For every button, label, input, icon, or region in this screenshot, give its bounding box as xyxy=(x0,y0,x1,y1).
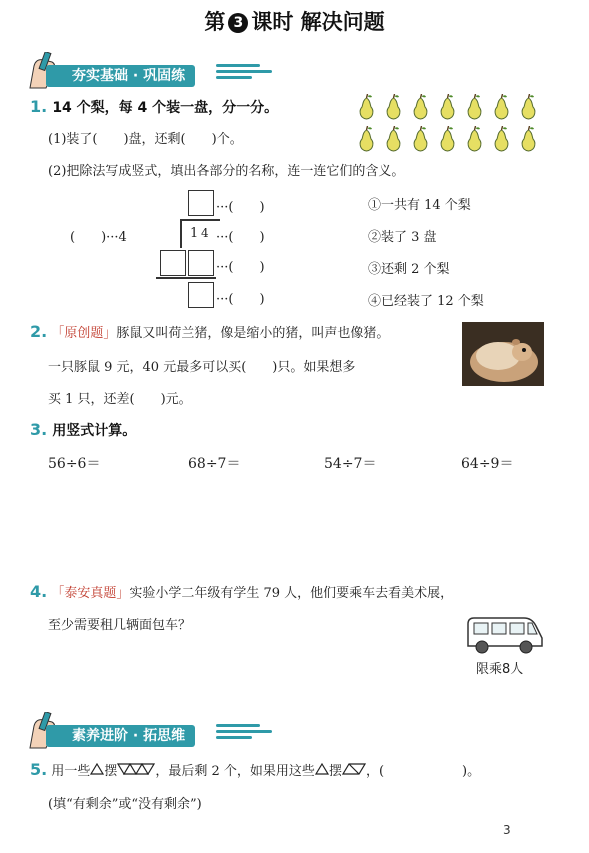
meaning-3: ③还剩 2 个梨 xyxy=(368,262,450,277)
pear-icon xyxy=(358,94,375,120)
parallelogram-icon xyxy=(342,763,366,775)
pear-icon xyxy=(412,94,429,120)
pear-icon xyxy=(358,126,375,152)
question-2-line-3: 买 1 只，还差( )元。 xyxy=(48,392,192,407)
question-1-number: 1. xyxy=(30,97,48,116)
question-5-line-1 xyxy=(30,760,480,779)
question-5-text-e: ，( )。 xyxy=(365,764,481,779)
subtraction-line xyxy=(156,277,216,279)
question-3-number: 3. xyxy=(30,420,48,439)
pear-icon xyxy=(385,126,402,152)
pear-icon xyxy=(520,94,537,120)
division-bracket xyxy=(180,220,182,248)
question-5-text-a: 用一些 xyxy=(51,764,91,779)
question-1-stem: 14 个梨，每 4 个装一盘，分一分。 xyxy=(52,100,279,116)
question-1-header xyxy=(30,97,278,117)
pear-icon xyxy=(412,126,429,152)
question-5-text-b: 摆 xyxy=(104,764,118,779)
question-5-text-d: 摆 xyxy=(328,764,342,779)
meaning-4: ④已经装了 12 个梨 xyxy=(368,294,484,309)
bus-capacity-caption: 限乘8人 xyxy=(476,662,524,677)
calc-item-3: 54÷7＝ xyxy=(324,456,377,472)
question-2-line-1 xyxy=(30,322,389,341)
question-4-tag: 「泰安真题」 xyxy=(51,586,130,601)
question-3-header xyxy=(30,420,136,440)
triangle-icon xyxy=(315,763,329,775)
minibus-icon xyxy=(462,612,548,658)
question-1-part-1: (1)装了( )盘，还剩( )个。 xyxy=(48,132,243,147)
dividend-digit-1: 1 xyxy=(190,226,199,241)
pear-icon xyxy=(385,94,402,120)
title-suffix: 课时 解决问题 xyxy=(251,10,385,34)
question-2-number: 2. xyxy=(30,322,48,341)
title-prefix: 第 xyxy=(204,10,226,34)
remainder-box[interactable] xyxy=(188,282,214,308)
product-box-1[interactable] xyxy=(160,250,186,276)
three-triangles-icon xyxy=(117,763,155,775)
long-division-diagram xyxy=(60,186,360,310)
question-4-line-1 xyxy=(30,582,453,601)
question-2-tag: 「原创题」 xyxy=(51,326,117,341)
question-4-line-2: 至少需要租几辆面包车？ xyxy=(48,618,192,633)
page-title xyxy=(0,6,589,36)
banner-stripes xyxy=(216,724,272,742)
question-4-number: 4. xyxy=(30,582,48,601)
pear-icon xyxy=(439,94,456,120)
meaning-1: ①一共有 14 个梨 xyxy=(368,198,471,213)
quotient-label-slot: ···( ) xyxy=(216,200,265,215)
question-5-line-2: (填“有剩余”或“没有剩余”) xyxy=(48,797,202,812)
page-number: 3 xyxy=(503,823,511,837)
pear-icon xyxy=(493,126,510,152)
question-4-text-1: 实验小学二年级有学生 79 人，他们要乘车去看美术展， xyxy=(129,586,454,601)
product-label-slot: ···( ) xyxy=(216,260,265,275)
triangle-icon xyxy=(90,763,104,775)
pear-icon xyxy=(439,126,456,152)
calc-item-2: 68÷7＝ xyxy=(188,456,241,472)
calc-item-1: 56÷6＝ xyxy=(48,456,101,472)
question-2-line-2: 一只豚鼠 9 元，40 元最多可以买( )只。如果想多 xyxy=(48,360,356,375)
pear-illustration xyxy=(358,94,554,156)
question-1-part-2: (2)把除法写成竖式，填出各部分的名称，连一连它们的含义。 xyxy=(48,164,405,179)
product-box-2[interactable] xyxy=(188,250,214,276)
remainder-label-slot: ···( ) xyxy=(216,292,265,307)
question-2-text-1: 豚鼠又叫荷兰猪，像是缩小的猪，叫声也像猪。 xyxy=(116,326,390,341)
dividend-label-slot: ···( ) xyxy=(216,230,265,245)
section-title-basic: 夯实基础 · 巩固练 xyxy=(46,65,195,87)
pear-icon xyxy=(466,126,483,152)
section-banner-basic xyxy=(20,62,280,88)
pear-icon xyxy=(466,94,483,120)
guinea-pig-photo xyxy=(462,322,544,386)
banner-stripes xyxy=(216,64,272,82)
divisor-label: ( )···4 xyxy=(70,230,127,245)
question-5-number: 5. xyxy=(30,760,48,779)
section-banner-advanced xyxy=(20,722,280,748)
pear-icon xyxy=(493,94,510,120)
meaning-2: ②装了 3 盘 xyxy=(368,230,437,245)
dividend-digit-2: 4 xyxy=(201,226,209,240)
pear-icon xyxy=(520,126,537,152)
quotient-box[interactable] xyxy=(188,190,214,216)
question-3-stem: 用竖式计算。 xyxy=(52,423,137,439)
division-bar xyxy=(180,219,220,221)
section-title-advanced: 素养进阶 · 拓思维 xyxy=(46,725,195,747)
calc-item-4: 64÷9＝ xyxy=(461,456,514,472)
lesson-number-badge: 3 xyxy=(228,13,248,33)
question-5-text-c: ，最后剩 2 个，如果用这些 xyxy=(155,764,315,779)
